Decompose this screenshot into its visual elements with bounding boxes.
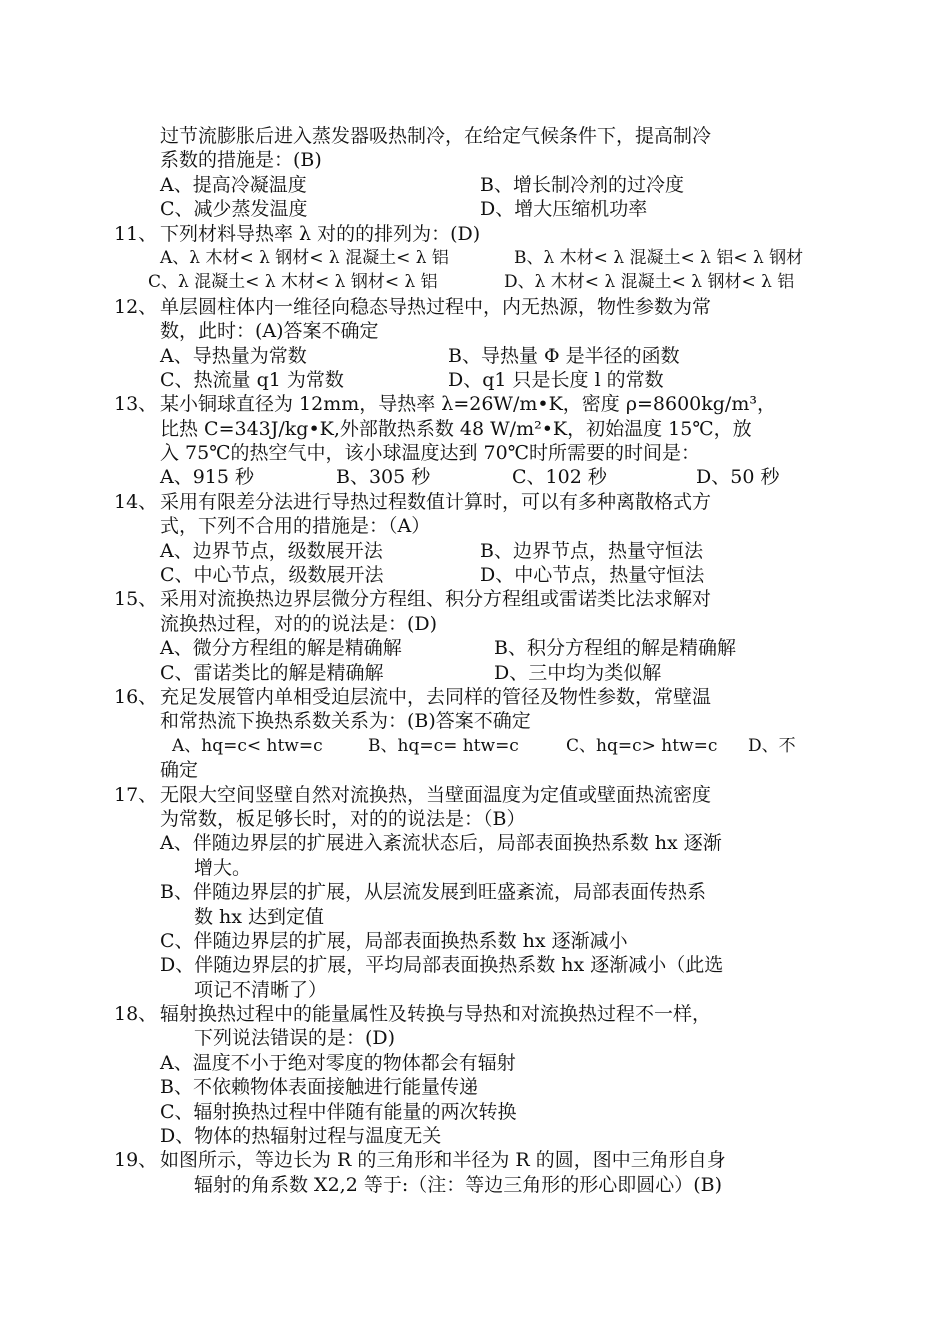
- q16-option-d: D、不: [748, 735, 796, 756]
- q12-option-c: C、热流量 q1 为常数: [160, 368, 344, 391]
- q14-text-line1: 采用有限差分法进行导热过程数值计算时，可以有多种离散格式方: [160, 490, 712, 513]
- q16-options-row: [114, 734, 814, 758]
- q18-text-line2: 下列说法错误的是：(D): [194, 1027, 396, 1050]
- q15-text-line2: 流换热过程，对的的说法是：(D): [160, 612, 438, 635]
- q14-text-line2: 式，下列不合用的措施是：（A）: [160, 515, 431, 538]
- q11-option-a: A、λ 木材< λ 钢材< λ 混凝土< λ 铝: [160, 247, 449, 268]
- q13-text-line3: 入 75℃的热空气中，该小球温度达到 70℃时所需要的时间是：: [160, 442, 700, 465]
- q12-options-row1: [114, 344, 814, 368]
- q14-option-a: A、边界节点，级数展开法: [160, 539, 383, 562]
- q16-option-a: A、hq=c< htw=c: [172, 735, 323, 756]
- q14-option-c: C、中心节点，级数展开法: [160, 564, 384, 587]
- q11-number: 11、: [114, 222, 158, 245]
- q16-text-line2: 和常热流下换热系数关系为：(B)答案不确定: [160, 710, 531, 733]
- q15-option-a: A、微分方程组的解是精确解: [160, 637, 402, 660]
- q13-text-line1: 某小铜球直径为 12mm，导热率 λ=26W/m•K，密度 ρ=8600kg/m³，: [160, 393, 776, 416]
- q15-option-c: C、雷诺类比的解是精确解: [160, 661, 384, 684]
- q18-option-b: B、不依赖物体表面接触进行能量传递: [160, 1076, 478, 1099]
- q11-options-row1: [114, 246, 814, 270]
- q13-text-line2: 比热 C=343J/kg•K,外部散热系数 48 W/m²•K，初始温度 15℃，放: [160, 417, 752, 440]
- q12-number: 12、: [114, 295, 158, 318]
- q13-option-b: B、305 秒: [336, 466, 431, 489]
- q12-option-a: A、导热量为常数: [160, 344, 307, 367]
- q11-option-c: C、λ 混凝土< λ 木材< λ 钢材< λ 铝: [148, 272, 438, 293]
- q13-number: 13、: [114, 393, 158, 416]
- q16-option-c: C、hq=c> htw=c: [566, 735, 718, 756]
- q16-stem: [114, 685, 814, 709]
- q12-text-line1: 单层圆柱体内一维径向稳态导热过程中，内无热源，物性参数为常: [160, 295, 712, 318]
- q10-option-c: C、减少蒸发温度: [160, 198, 308, 221]
- q17-number: 17、: [114, 783, 158, 806]
- q14-options-row2: [114, 563, 814, 587]
- q14-option-b: B、边界节点，热量守恒法: [480, 539, 703, 562]
- q10-option-a: A、提高冷凝温度: [160, 173, 307, 196]
- q11-options-row2: [114, 270, 814, 294]
- q18-option-c: C、辐射换热过程中伴随有能量的两次转换: [160, 1100, 517, 1123]
- q17-text-line1: 无限大空间竖壁自然对流换热，当壁面温度为定值或壁面热流密度: [160, 783, 712, 806]
- q10-text-line1: 过节流膨胀后进入蒸发器吸热制冷，在给定气候条件下，提高制冷: [160, 125, 712, 147]
- q13-option-a: A、915 秒: [160, 466, 255, 489]
- q10-options-row2: [114, 197, 814, 221]
- q15-stem: [114, 587, 814, 611]
- q12-option-b: B、导热量 Φ 是半径的函数: [448, 344, 680, 367]
- q16-text-line1: 充足发展管内单相受迫层流中，去同样的管径及物性参数，常壁温: [160, 685, 712, 708]
- q12-option-d: D、q1 只是长度 l 的常数: [448, 368, 664, 391]
- q19-text-line2: 辐射的角系数 X2,2 等于:（注：等边三角形的形心即圆心）(B): [194, 1173, 723, 1196]
- q17-option-b: B、伴随边界层的扩展，从层流发展到旺盛紊流，局部表面传热系: [160, 881, 706, 904]
- q18-option-d: D、物体的热辐射过程与温度无关: [160, 1125, 442, 1148]
- q11-option-d: D、λ 木材< λ 混凝土< λ 钢材< λ 铝: [504, 272, 795, 293]
- q17-stem: [114, 783, 814, 807]
- q14-option-d: D、中心节点，热量守恒法: [480, 564, 705, 587]
- q12-options-row2: [114, 368, 814, 392]
- q18-number: 18、: [114, 1003, 158, 1026]
- q19-number: 19、: [114, 1149, 158, 1172]
- q14-options-row1: [114, 539, 814, 563]
- q14-stem: [114, 490, 814, 514]
- q12-stem: [114, 295, 814, 319]
- q15-number: 15、: [114, 588, 158, 611]
- q10-option-b: B、增长制冷剂的过冷度: [480, 173, 684, 196]
- question-list: [114, 124, 814, 1197]
- q17-option-d-continued: 项记不清晰了）: [194, 978, 328, 1001]
- q11-option-b: B、λ 木材< λ 混凝土< λ 铝< λ 钢材: [514, 247, 804, 268]
- q15-options-row2: [114, 661, 814, 685]
- q17-option-d: D、伴随边界层的扩展，平均局部表面换热系数 hx 逐渐减小（此选: [160, 954, 724, 977]
- q13-stem: [114, 392, 814, 416]
- q10-options-row1: [114, 173, 814, 197]
- q17-text-line2: 为常数，板足够长时，对的的说法是：（B）: [160, 807, 526, 830]
- q10-option-d: D、增大压缩机功率: [480, 198, 648, 221]
- q13-options-row: [114, 465, 814, 489]
- q11-stem: [114, 222, 814, 246]
- q17-option-c: C、伴随边界层的扩展，局部表面换热系数 hx 逐渐减小: [160, 929, 628, 952]
- q10-text-line2: 系数的措施是：(B): [160, 149, 322, 172]
- q19-stem: [114, 1148, 814, 1172]
- q13-option-c: C、102 秒: [512, 466, 607, 489]
- q17-option-a-continued: 增大。: [194, 856, 252, 879]
- q17-option-b-continued: 数 hx 达到定值: [194, 905, 325, 928]
- q12-text-line2: 数，此时：(A)答案不确定: [160, 320, 379, 343]
- q15-text-line1: 采用对流换热边界层微分方程组、积分方程组或雷诺类比法求解对: [160, 588, 712, 611]
- q16-number: 16、: [114, 685, 158, 708]
- q16-option-b: B、hq=c= htw=c: [368, 735, 519, 756]
- q16-option-d-continued: 确定: [160, 759, 199, 782]
- q18-option-a: A、温度不小于绝对零度的物体都会有辐射: [160, 1051, 516, 1074]
- q15-option-b: B、积分方程组的解是精确解: [494, 637, 736, 660]
- q15-option-d: D、三中均为类似解: [494, 661, 662, 684]
- q13-option-d: D、50 秒: [696, 466, 780, 489]
- q15-options-row1: [114, 636, 814, 660]
- q19-text-line1: 如图所示，等边长为 R 的三角形和半径为 R 的圆，图中三角形自身: [160, 1149, 726, 1172]
- q11-text: 下列材料导热率 λ 对的的排列为：(D): [160, 222, 481, 245]
- q17-option-a: A、伴随边界层的扩展进入紊流状态后，局部表面换热系数 hx 逐渐: [160, 832, 722, 855]
- q18-stem: [114, 1002, 814, 1026]
- q18-text-line1: 辐射换热过程中的能量属性及转换与导热和对流换热过程不一样，: [160, 1003, 712, 1026]
- q14-number: 14、: [114, 490, 158, 513]
